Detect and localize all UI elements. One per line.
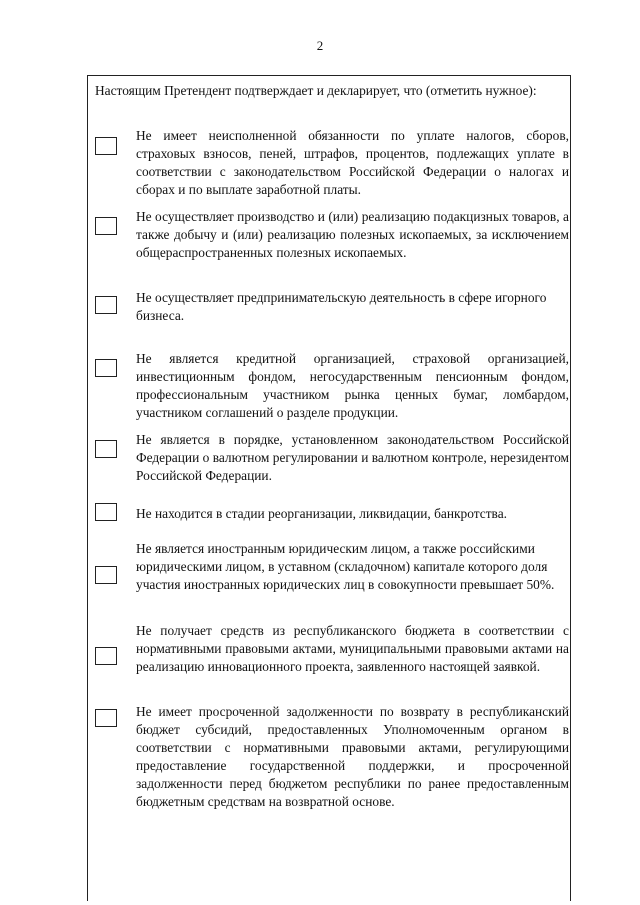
checkbox-no-excise-goods[interactable]	[95, 217, 117, 235]
item-text-not-in-liquidation: Не находится в стадии реорганизации, ликвидации, банкротства.	[136, 506, 507, 521]
page-number: 2	[316, 38, 324, 53]
item-text-no-republic-funds: Не получает средств из республиканского бюджета в соответствии с нормативными правовыми актами, муниципальными правовыми актами на реализацию инновационного проекта, заявленного настоящей заявкой.	[136, 623, 569, 674]
item-text-no-gambling: Не осуществляет предпринимательскую деятельность в сфере игорного бизнеса.	[136, 290, 547, 323]
item-text-no-overdue-debt: Не имеет просроченной задолженности по возврату в республиканский бюджет субсидий, предоставленных Уполномоченным органом в соответствии с нормативными правовыми актами, регулирующими предоставление государственной поддержки, и просроченной задолженности перед бюджетом республики по ранее предоставленным бюджетным средствам на возвратной основе.	[136, 704, 569, 809]
item-text-no-tax-debt: Не имеет неисполненной обязанности по уплате налогов, сборов, страховых взносов, пеней, штрафов, процентов, подлежащих уплате в соответствии с законодательством Российской Федерации о налогах и сборах и по выплате заработной платы.	[136, 128, 569, 197]
item-text-not-nonresident: Не является в порядке, установленном законодательством Российской Федерации о валютном регулировании и валютном контроле, нерезидентом Российской Федерации.	[136, 432, 569, 483]
checkbox-not-financial-org[interactable]	[95, 359, 117, 377]
checkbox-not-foreign-entity[interactable]	[95, 566, 117, 584]
checkbox-not-in-liquidation[interactable]	[95, 503, 117, 521]
item-text-not-foreign-entity: Не является иностранным юридическим лицом, а также российскими юридическими лицом, в уставном (складочном) капитале которого доля участия иностранных юридических лиц в совокупности превышает 50%.	[136, 541, 555, 592]
checkbox-not-nonresident[interactable]	[95, 440, 117, 458]
item-text-not-financial-org: Не является кредитной организацией, страховой организацией, инвестиционным фондом, негосударственным пенсионным фондом, профессиональным участником рынка ценных бумаг, ломбардом, участником соглашений о разделе продукции.	[136, 351, 569, 420]
declaration-intro: Настоящим Претендент подтверждает и декларирует, что (отметить нужное):	[95, 83, 537, 98]
checkbox-no-overdue-debt[interactable]	[95, 709, 117, 727]
checkbox-no-gambling[interactable]	[95, 296, 117, 314]
checkbox-no-republic-funds[interactable]	[95, 647, 117, 665]
item-text-no-excise-goods: Не осуществляет производство и (или) реализацию подакцизных товаров, а также добычу и (или) реализацию полезных ископаемых, за исключением общераспространенных полезных ископаемых.	[136, 209, 569, 260]
checkbox-no-tax-debt[interactable]	[95, 137, 117, 155]
